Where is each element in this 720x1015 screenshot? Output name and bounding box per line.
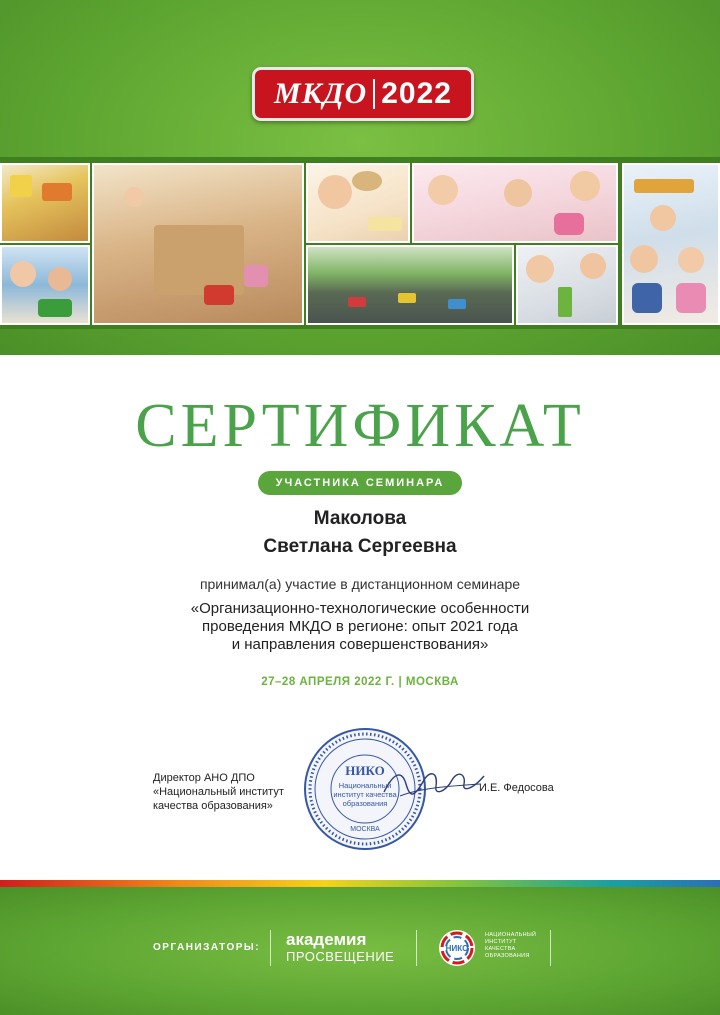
logo-divider: [373, 79, 375, 109]
niko-text-line4: ОБРАЗОВАНИЯ: [485, 953, 530, 959]
signer-position-line3: качества образования»: [153, 800, 273, 812]
photo-children-playing: [0, 245, 90, 325]
signer-name: И.Е. Федосова: [479, 782, 554, 794]
participation-text: принимал(а) участие в дистанционном семинаре: [199, 576, 521, 592]
niko-text-line2: ИНСТИТУТ: [485, 939, 517, 945]
participant-given-names: Светлана Сергеевна: [263, 536, 457, 557]
stamp-line2: институт качества: [333, 790, 397, 799]
photo-child-drawing: [306, 163, 410, 243]
niko-logo-icon: [437, 928, 477, 968]
handwritten-signature: [380, 762, 490, 804]
certificate-title: СЕРТИФИКАТ: [135, 392, 585, 460]
certificate-subtitle-badge: УЧАСТНИКА СЕМИНАРА: [258, 471, 462, 495]
photo-girls-at-table: [412, 163, 618, 243]
footer-divider-1: [270, 930, 271, 966]
stamp-title: НИКО: [345, 763, 385, 778]
niko-text-line1: НАЦИОНАЛЬНЫЙ: [485, 932, 537, 938]
academy-logo-line1: академия: [286, 930, 367, 949]
photo-children-blocks: [516, 245, 618, 325]
signer-position-line2: «Национальный институт: [153, 786, 284, 798]
photo-wooden-playhouse: [92, 163, 304, 325]
photo-teacher-with-children: [622, 163, 720, 325]
seminar-topic-line1: «Организационно-технологические особенности: [190, 600, 530, 617]
stamp-city: МОСКВА: [350, 826, 380, 833]
photo-collage: [0, 157, 720, 329]
logo-text-right: 2022: [381, 77, 452, 110]
stamp-line3: образования: [342, 799, 388, 808]
photo-classroom-shelves: [0, 163, 90, 243]
participant-surname: Маколова: [313, 508, 407, 529]
date-and-place: 27–28 АПРЕЛЯ 2022 Г. | МОСКВА: [261, 676, 459, 688]
footer-divider-3: [550, 930, 551, 966]
header-banner: [0, 0, 720, 355]
signer-position-line1: Директор АНО ДПО: [153, 772, 255, 784]
photo-playground: [306, 245, 514, 325]
mkdo-2022-logo: [252, 67, 474, 121]
niko-logo-text: [485, 932, 536, 960]
footer-divider-2: [416, 930, 417, 966]
academy-logo-line2: ПРОСВЕЩЕНИЕ: [286, 949, 395, 964]
stamp-line1: Национальный: [338, 781, 392, 790]
signer-position: [153, 771, 303, 813]
logo-text-left: МКДО: [274, 77, 368, 110]
seminar-topic-line2: проведения МКДО в регионе: опыт 2021 года: [202, 618, 518, 635]
seminar-topic-line3: и направления совершенствования»: [231, 636, 489, 653]
organizers-label: ОРГАНИЗАТОРЫ:: [153, 942, 261, 953]
niko-logo-mark: НИКО: [445, 944, 469, 953]
niko-text-line3: КАЧЕСТВА: [485, 946, 516, 952]
